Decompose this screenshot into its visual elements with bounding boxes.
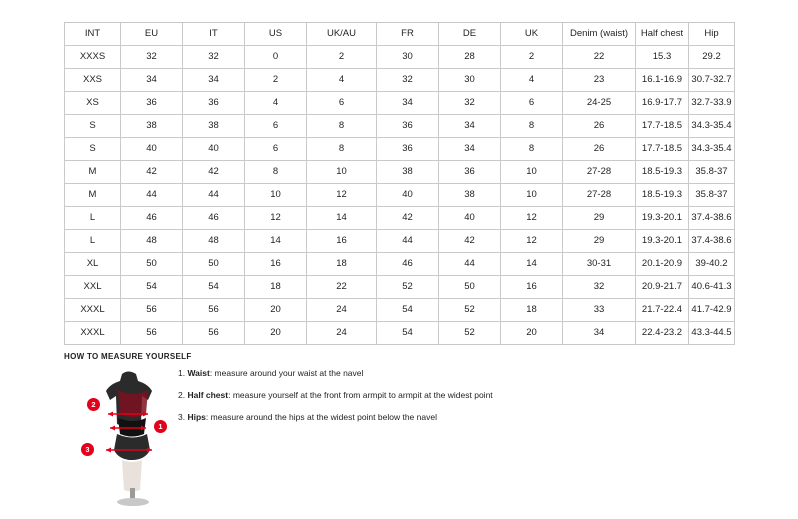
size-value-cell: 6 bbox=[245, 115, 307, 138]
size-value-cell: 29.2 bbox=[689, 46, 735, 69]
size-value-cell: 32 bbox=[377, 69, 439, 92]
size-value-cell: 36 bbox=[121, 92, 183, 115]
size-value-cell: 24-25 bbox=[563, 92, 636, 115]
table-row bbox=[65, 69, 735, 92]
note-term: Waist bbox=[187, 368, 210, 378]
size-label-cell: XXXL bbox=[65, 322, 121, 345]
size-value-cell: 40.6-41.3 bbox=[689, 276, 735, 299]
body-measurement-figure bbox=[78, 368, 188, 508]
size-value-cell: 44 bbox=[377, 230, 439, 253]
table-row bbox=[65, 161, 735, 184]
size-value-cell: 4 bbox=[501, 69, 563, 92]
size-value-cell: 19.3-20.1 bbox=[636, 230, 689, 253]
size-value-cell: 20 bbox=[501, 322, 563, 345]
size-chart-container bbox=[64, 22, 734, 345]
measurement-note bbox=[178, 368, 618, 378]
size-value-cell: 40 bbox=[439, 207, 501, 230]
size-value-cell: 34 bbox=[439, 138, 501, 161]
size-value-cell: 14 bbox=[501, 253, 563, 276]
size-value-cell: 20 bbox=[245, 299, 307, 322]
size-value-cell: 16.9-17.7 bbox=[636, 92, 689, 115]
size-value-cell: 24 bbox=[307, 322, 377, 345]
size-value-cell: 54 bbox=[377, 322, 439, 345]
note-number: 3. bbox=[178, 412, 186, 423]
size-value-cell: 48 bbox=[121, 230, 183, 253]
table-row bbox=[65, 207, 735, 230]
size-value-cell: 34 bbox=[121, 69, 183, 92]
table-body bbox=[65, 46, 735, 345]
size-value-cell: 12 bbox=[501, 207, 563, 230]
column-header: IT bbox=[183, 23, 245, 46]
size-label-cell: XXXL bbox=[65, 299, 121, 322]
size-value-cell: 20.9-21.7 bbox=[636, 276, 689, 299]
column-header: EU bbox=[121, 23, 183, 46]
size-value-cell: 6 bbox=[307, 92, 377, 115]
size-value-cell: 40 bbox=[183, 138, 245, 161]
size-value-cell: 42 bbox=[377, 207, 439, 230]
size-value-cell: 8 bbox=[245, 161, 307, 184]
size-label-cell: XXXS bbox=[65, 46, 121, 69]
note-term: Half chest bbox=[187, 390, 229, 401]
size-value-cell: 2 bbox=[501, 46, 563, 69]
size-value-cell: 50 bbox=[183, 253, 245, 276]
size-value-cell: 22 bbox=[307, 276, 377, 299]
size-value-cell: 52 bbox=[439, 322, 501, 345]
size-label-cell: M bbox=[65, 184, 121, 207]
size-value-cell: 14 bbox=[307, 207, 377, 230]
size-value-cell: 40 bbox=[377, 184, 439, 207]
size-label-cell: XS bbox=[65, 92, 121, 115]
column-header: DE bbox=[439, 23, 501, 46]
size-value-cell: 22.4-23.2 bbox=[636, 322, 689, 345]
mannequin-illustration bbox=[78, 368, 188, 508]
size-value-cell: 32 bbox=[183, 46, 245, 69]
size-value-cell: 34 bbox=[183, 69, 245, 92]
column-header: FR bbox=[377, 23, 439, 46]
size-label-cell: L bbox=[65, 230, 121, 253]
table-row bbox=[65, 322, 735, 345]
figure-bullet-2: 2 bbox=[87, 398, 100, 411]
size-value-cell: 22 bbox=[563, 46, 636, 69]
size-value-cell: 10 bbox=[245, 184, 307, 207]
table-row bbox=[65, 115, 735, 138]
size-value-cell: 8 bbox=[307, 115, 377, 138]
size-value-cell: 14 bbox=[245, 230, 307, 253]
size-value-cell: 10 bbox=[501, 184, 563, 207]
size-value-cell: 21.7-22.4 bbox=[636, 299, 689, 322]
column-header: Half chest bbox=[636, 23, 689, 46]
size-value-cell: 12 bbox=[307, 184, 377, 207]
size-value-cell: 4 bbox=[245, 92, 307, 115]
size-value-cell: 10 bbox=[501, 161, 563, 184]
note-number: 2. bbox=[178, 390, 186, 401]
table-row bbox=[65, 276, 735, 299]
size-value-cell: 43.3-44.5 bbox=[689, 322, 735, 345]
size-value-cell: 27-28 bbox=[563, 161, 636, 184]
size-value-cell: 52 bbox=[439, 299, 501, 322]
size-value-cell: 29 bbox=[563, 230, 636, 253]
size-value-cell: 36 bbox=[377, 115, 439, 138]
size-value-cell: 32.7-33.9 bbox=[689, 92, 735, 115]
size-value-cell: 46 bbox=[183, 207, 245, 230]
size-value-cell: 32 bbox=[563, 276, 636, 299]
size-value-cell: 34.3-35.4 bbox=[689, 138, 735, 161]
size-value-cell: 44 bbox=[121, 184, 183, 207]
size-value-cell: 44 bbox=[183, 184, 245, 207]
size-value-cell: 36 bbox=[377, 138, 439, 161]
column-header: INT bbox=[65, 23, 121, 46]
column-header: UK bbox=[501, 23, 563, 46]
size-value-cell: 8 bbox=[307, 138, 377, 161]
column-header: UK/AU bbox=[307, 23, 377, 46]
size-value-cell: 28 bbox=[439, 46, 501, 69]
size-value-cell: 56 bbox=[183, 322, 245, 345]
column-header: Denim (waist) bbox=[563, 23, 636, 46]
size-value-cell: 20.1-20.9 bbox=[636, 253, 689, 276]
note-text: : measure around the hips at the widest point below the navel bbox=[205, 412, 437, 423]
size-value-cell: 29 bbox=[563, 207, 636, 230]
size-value-cell: 52 bbox=[377, 276, 439, 299]
size-value-cell: 34 bbox=[563, 322, 636, 345]
size-value-cell: 48 bbox=[183, 230, 245, 253]
table-row bbox=[65, 230, 735, 253]
size-value-cell: 50 bbox=[439, 276, 501, 299]
column-header: US bbox=[245, 23, 307, 46]
figure-bullet-1: 1 bbox=[154, 420, 167, 433]
size-value-cell: 42 bbox=[121, 161, 183, 184]
size-value-cell: 2 bbox=[307, 46, 377, 69]
size-value-cell: 34.3-35.4 bbox=[689, 115, 735, 138]
size-value-cell: 18.5-19.3 bbox=[636, 161, 689, 184]
note-text: : measure around your waist at the navel bbox=[209, 368, 364, 378]
size-label-cell: S bbox=[65, 115, 121, 138]
size-value-cell: 37.4-38.6 bbox=[689, 230, 735, 253]
size-label-cell: XL bbox=[65, 253, 121, 276]
size-value-cell: 16 bbox=[501, 276, 563, 299]
size-value-cell: 30-31 bbox=[563, 253, 636, 276]
measurement-note bbox=[178, 390, 618, 400]
size-value-cell: 0 bbox=[245, 46, 307, 69]
size-value-cell: 32 bbox=[439, 92, 501, 115]
size-value-cell: 54 bbox=[183, 276, 245, 299]
size-value-cell: 17.7-18.5 bbox=[636, 115, 689, 138]
size-label-cell: XXS bbox=[65, 69, 121, 92]
note-term: Hips bbox=[187, 412, 206, 423]
size-value-cell: 18 bbox=[501, 299, 563, 322]
size-value-cell: 27-28 bbox=[563, 184, 636, 207]
size-value-cell: 18 bbox=[307, 253, 377, 276]
size-value-cell: 30.7-32.7 bbox=[689, 69, 735, 92]
size-value-cell: 46 bbox=[377, 253, 439, 276]
size-value-cell: 37.4-38.6 bbox=[689, 207, 735, 230]
table-row bbox=[65, 92, 735, 115]
size-value-cell: 18.5-19.3 bbox=[636, 184, 689, 207]
size-value-cell: 23 bbox=[563, 69, 636, 92]
table-row bbox=[65, 138, 735, 161]
size-value-cell: 40 bbox=[121, 138, 183, 161]
size-value-cell: 56 bbox=[121, 299, 183, 322]
size-value-cell: 42 bbox=[439, 230, 501, 253]
size-value-cell: 56 bbox=[121, 322, 183, 345]
size-value-cell: 38 bbox=[121, 115, 183, 138]
size-value-cell: 18 bbox=[245, 276, 307, 299]
size-value-cell: 41.7-42.9 bbox=[689, 299, 735, 322]
table-header-row bbox=[65, 23, 735, 46]
size-value-cell: 17.7-18.5 bbox=[636, 138, 689, 161]
size-value-cell: 16 bbox=[245, 253, 307, 276]
size-value-cell: 39-40.2 bbox=[689, 253, 735, 276]
size-value-cell: 26 bbox=[563, 115, 636, 138]
size-value-cell: 8 bbox=[501, 138, 563, 161]
size-value-cell: 42 bbox=[183, 161, 245, 184]
size-value-cell: 4 bbox=[307, 69, 377, 92]
size-value-cell: 38 bbox=[439, 184, 501, 207]
size-value-cell: 50 bbox=[121, 253, 183, 276]
size-value-cell: 12 bbox=[501, 230, 563, 253]
size-value-cell: 44 bbox=[439, 253, 501, 276]
table-row bbox=[65, 299, 735, 322]
size-value-cell: 38 bbox=[183, 115, 245, 138]
size-value-cell: 36 bbox=[439, 161, 501, 184]
size-label-cell: S bbox=[65, 138, 121, 161]
size-value-cell: 26 bbox=[563, 138, 636, 161]
measurement-note bbox=[178, 412, 618, 422]
size-value-cell: 46 bbox=[121, 207, 183, 230]
figure-bullet-3: 3 bbox=[81, 443, 94, 456]
size-value-cell: 35.8-37 bbox=[689, 184, 735, 207]
size-value-cell: 38 bbox=[377, 161, 439, 184]
table-row bbox=[65, 184, 735, 207]
size-value-cell: 34 bbox=[439, 115, 501, 138]
size-value-cell: 54 bbox=[121, 276, 183, 299]
size-value-cell: 6 bbox=[501, 92, 563, 115]
size-value-cell: 12 bbox=[245, 207, 307, 230]
size-value-cell: 10 bbox=[307, 161, 377, 184]
size-value-cell: 36 bbox=[183, 92, 245, 115]
size-value-cell: 56 bbox=[183, 299, 245, 322]
size-value-cell: 35.8-37 bbox=[689, 161, 735, 184]
measurement-notes bbox=[178, 368, 618, 435]
size-value-cell: 34 bbox=[377, 92, 439, 115]
size-label-cell: L bbox=[65, 207, 121, 230]
size-value-cell: 32 bbox=[121, 46, 183, 69]
size-value-cell: 6 bbox=[245, 138, 307, 161]
size-value-cell: 20 bbox=[245, 322, 307, 345]
size-label-cell: M bbox=[65, 161, 121, 184]
note-number: 1. bbox=[178, 368, 186, 378]
column-header: Hip bbox=[689, 23, 735, 46]
size-value-cell: 19.3-20.1 bbox=[636, 207, 689, 230]
note-text: : measure yourself at the front from armpit to armpit at the widest point bbox=[228, 390, 493, 401]
size-value-cell: 15.3 bbox=[636, 46, 689, 69]
size-value-cell: 16 bbox=[307, 230, 377, 253]
table-row bbox=[65, 46, 735, 69]
size-label-cell: XXL bbox=[65, 276, 121, 299]
size-value-cell: 30 bbox=[377, 46, 439, 69]
size-value-cell: 33 bbox=[563, 299, 636, 322]
table-row bbox=[65, 253, 735, 276]
size-value-cell: 30 bbox=[439, 69, 501, 92]
size-value-cell: 8 bbox=[501, 115, 563, 138]
size-value-cell: 16.1-16.9 bbox=[636, 69, 689, 92]
size-chart-table bbox=[64, 22, 735, 345]
size-value-cell: 2 bbox=[245, 69, 307, 92]
how-to-measure-title: HOW TO MEASURE YOURSELF bbox=[64, 352, 192, 361]
size-value-cell: 24 bbox=[307, 299, 377, 322]
size-value-cell: 54 bbox=[377, 299, 439, 322]
